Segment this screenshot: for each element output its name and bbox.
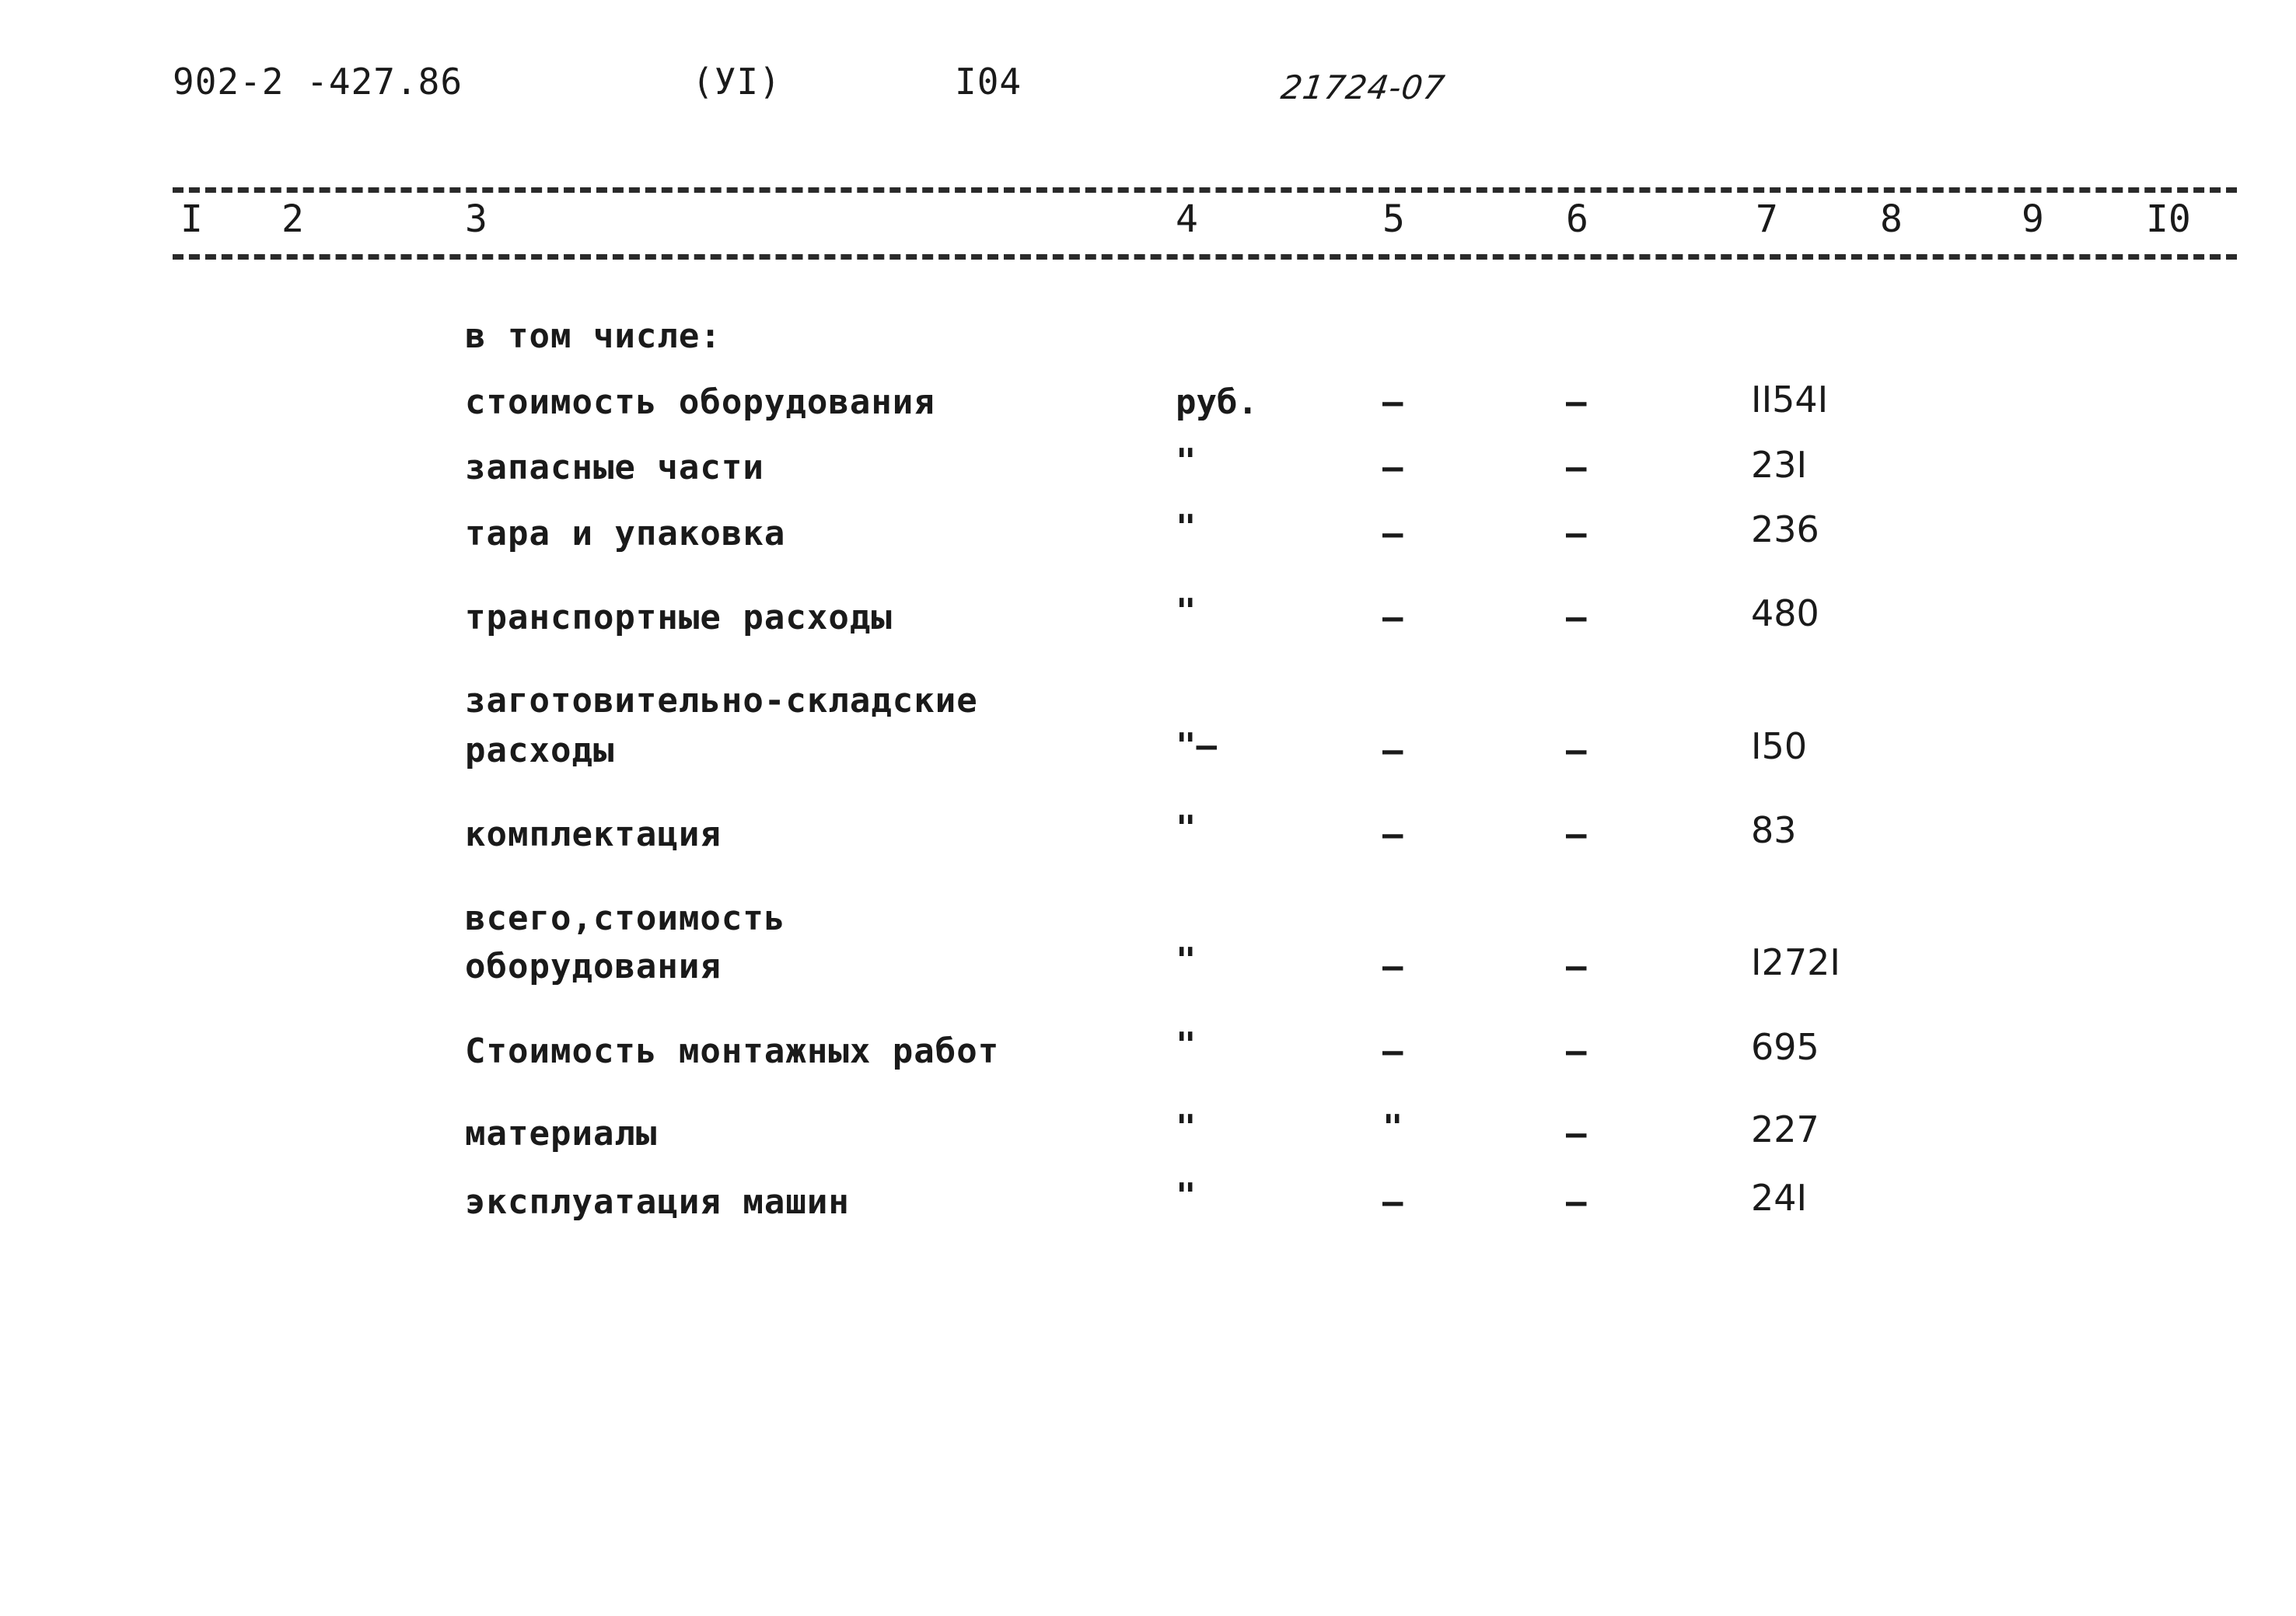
row-name: транспортные расходы (465, 598, 893, 637)
row-col6: – (1566, 448, 1587, 487)
row-name: комплектация (465, 815, 722, 854)
row-col5: – (1382, 1182, 1403, 1222)
page-number: I04 (955, 61, 1022, 103)
row-col5: – (1382, 514, 1403, 553)
row-unit: "– (1176, 726, 1217, 766)
row-name-line1: заготовительно-складские (465, 681, 978, 721)
row-name-line1: всего,стоимость (465, 899, 786, 938)
row-col7-value: 83 (1751, 809, 1797, 851)
row-col7-value: 227 (1751, 1108, 1819, 1150)
row-unit: " (1176, 941, 1197, 980)
table-rule-top (173, 187, 2237, 193)
row-col5: – (1382, 598, 1403, 637)
row-heading: в том числе: (465, 316, 722, 356)
row-col7-value: I272I (1751, 941, 1840, 983)
row-unit: " (1176, 508, 1197, 547)
row-unit: " (1176, 1176, 1197, 1216)
column-number-5: 5 (1382, 197, 1405, 241)
row-name-line2: оборудования (465, 947, 722, 986)
row-col6: – (1566, 731, 1587, 770)
row-col6: – (1566, 1031, 1587, 1071)
row-col7-value: II54I (1751, 379, 1829, 421)
inventory-number: 21724-07 (1278, 68, 1448, 106)
row-name: тара и упаковка (465, 514, 786, 553)
row-col7-value: 23I (1751, 444, 1808, 486)
row-col7-value: I50 (1751, 725, 1808, 767)
row-col5: – (1382, 382, 1403, 422)
row-col6: – (1566, 382, 1587, 422)
document-code: 902-2 -427.86 (173, 61, 463, 103)
column-number-10: I0 (2146, 197, 2191, 241)
row-unit: " (1176, 1025, 1197, 1065)
row-name-line2: расходы (465, 731, 615, 770)
table-rule-bottom (173, 254, 2237, 260)
row-col6: – (1566, 1182, 1587, 1222)
row-col6: – (1566, 815, 1587, 854)
row-col5: – (1382, 448, 1403, 487)
row-name: материалы (465, 1114, 658, 1154)
row-name: запасные части (465, 448, 764, 487)
row-unit: " (1176, 592, 1197, 631)
row-col5: " (1382, 1108, 1403, 1147)
row-col6: – (1566, 947, 1587, 986)
column-number-6: 6 (1566, 197, 1588, 241)
row-col7-value: 236 (1751, 508, 1819, 550)
column-number-7: 7 (1756, 197, 1778, 241)
row-unit: руб. (1176, 382, 1258, 422)
column-number-9: 9 (2022, 197, 2044, 241)
row-col7-value: 695 (1751, 1026, 1819, 1068)
column-number-2: 2 (281, 197, 304, 241)
column-number-3: 3 (465, 197, 488, 241)
column-number-4: 4 (1176, 197, 1198, 241)
row-col6: – (1566, 598, 1587, 637)
row-name: Стоимость монтажных работ (465, 1031, 1000, 1071)
row-name: эксплуатация машин (465, 1182, 850, 1222)
column-number-1: I (180, 197, 203, 241)
row-col5: – (1382, 731, 1403, 770)
row-name: стоимость оборудования (465, 382, 935, 422)
volume-label: (УI) (692, 61, 781, 103)
row-col6: – (1566, 514, 1587, 553)
column-number-8: 8 (1880, 197, 1903, 241)
row-col7-value: 24I (1751, 1177, 1808, 1219)
row-col5: – (1382, 947, 1403, 986)
row-unit: " (1176, 808, 1197, 848)
row-col6: – (1566, 1114, 1587, 1154)
row-col5: – (1382, 1031, 1403, 1071)
row-unit: " (1176, 1108, 1197, 1147)
row-col7-value: 480 (1751, 592, 1819, 634)
row-unit: " (1176, 442, 1197, 481)
row-col5: – (1382, 815, 1403, 854)
